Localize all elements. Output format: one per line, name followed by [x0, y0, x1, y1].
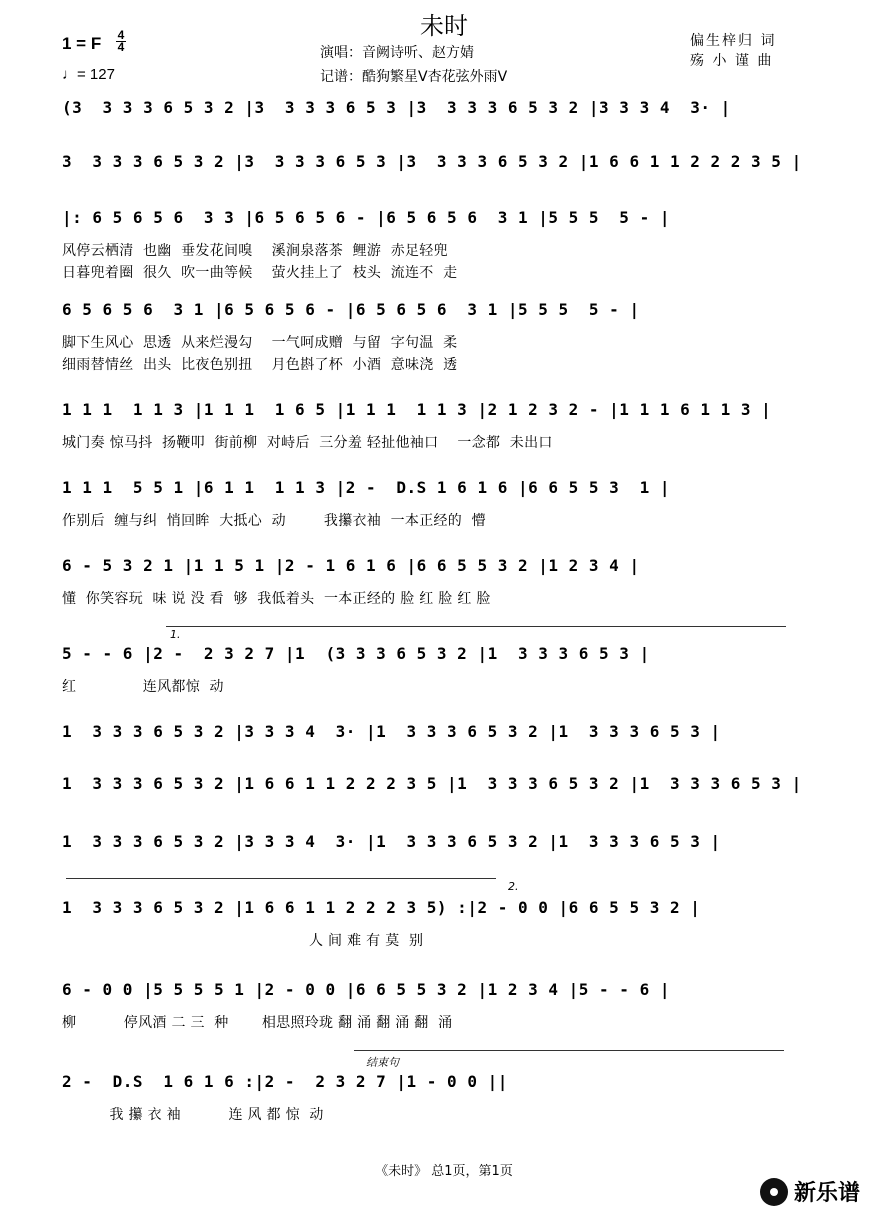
lyric-row: 作别后 缠与纠 悄回眸 大抵心 动 我攥衣袖 一本正经的 懵: [62, 513, 486, 529]
notation-row: 1 1 1 5 5 1 |6 1 1 1 1 3 |2 - D.S 1 6 1 6 |6 6 5 5 3 1 |: [62, 478, 670, 497]
singer-credit: 演唱：音阙诗听、赵方婧: [320, 45, 474, 61]
notation-row: 1 3 3 3 6 5 3 2 |1 6 6 1 1 2 2 2 3 5 |1 3 3 3 6 5 3 2 |1 3 3 3 6 5 3 |: [62, 774, 802, 793]
score-line: [62, 400, 786, 480]
notation-row: 5 - - 6 |2 - 2 3 2 7 |1 (3 3 3 6 5 3 2 |1 3 3 3 6 5 3 |: [62, 644, 650, 663]
time-signature-bottom: 4: [117, 40, 125, 54]
volta-first-ending: 1.: [170, 628, 181, 641]
time-signature: [116, 30, 126, 53]
score-line: [62, 208, 786, 288]
song-title: 未时: [420, 12, 468, 40]
notation-row: 1 3 3 3 6 5 3 2 |3 3 3 4 3· |1 3 3 3 6 5 3 2 |1 3 3 3 6 5 3 |: [62, 722, 721, 741]
notation-row: 6 - 5 3 2 1 |1 1 5 1 |2 - 1 6 1 6 |6 6 5 5 3 2 |1 2 3 4 |: [62, 556, 640, 575]
notation-row: 3 3 3 3 6 5 3 2 |3 3 3 3 6 5 3 |3 3 3 3 6 5 3 2 |1 6 6 1 1 2 2 2 3 5 |: [62, 152, 802, 171]
notation-row: 1 1 1 1 1 3 |1 1 1 1 6 5 |1 1 1 1 1 3 |2 1 2 3 2 - |1 1 1 6 1 1 3 |: [62, 400, 772, 419]
transcriber-credit: 记谱：酷狗繁星V杏花弦外雨V: [320, 69, 508, 85]
score-line: [62, 1072, 786, 1152]
lyric-row: 懂 你笑容玩 味 说 没 看 够 我低着头 一本正经的 脸 红 脸 红 脸: [62, 591, 491, 607]
lyric-row: 人 间 难 有 莫 别: [62, 933, 424, 949]
lyric-row: 风停云栖清 也幽 垂发花间嗅 溪涧泉落茶 鲤游 赤足轻兜: [62, 243, 448, 259]
composer-credit: 殇 小 谨 曲: [690, 53, 774, 69]
score-line: [62, 980, 786, 1060]
site-logo[interactable]: [760, 1176, 860, 1207]
notation-row: (3 3 3 3 6 5 3 2 |3 3 3 3 6 5 3 |3 3 3 3 6 5 3 2 |3 3 3 4 3· |: [62, 98, 731, 117]
notation-row: 6 5 6 5 6 3 1 |6 5 6 5 6 - |6 5 6 5 6 3 1 |5 5 5 5 - |: [62, 300, 640, 319]
score-line: [62, 478, 786, 558]
notation-row: 2 - D.S 1 6 1 6 :|2 - 2 3 2 7 |1 - 0 0 ||: [62, 1072, 508, 1091]
tempo-mark: ♩= 127: [62, 66, 115, 83]
lyric-row: 城门奏 惊马抖 扬鞭叩 街前柳 对峙后 三分羞 轻扯他袖口 一念都 未出口: [62, 435, 553, 451]
key-signature: 1 = F: [62, 34, 102, 53]
notation-row: |: 6 5 6 5 6 3 3 |6 5 6 5 6 - |6 5 6 5 6 3 1 |5 5 5 5 - |: [62, 208, 670, 227]
record-disc-icon: [760, 1178, 788, 1206]
score-line: [62, 644, 786, 724]
time-signature-top: 4: [117, 28, 125, 42]
lyric-row: 脚下生风心 思透 从来烂漫勾 一气呵成赠 与留 字句温 柔: [62, 335, 458, 351]
score-line: [62, 300, 786, 380]
lyric-row: 我 攥 衣 袖 连 风 都 惊 动: [62, 1107, 324, 1123]
notation-row: 1 3 3 3 6 5 3 2 |3 3 3 4 3· |1 3 3 3 6 5 3 2 |1 3 3 3 6 5 3 |: [62, 832, 721, 851]
volta-second-ending: 2.: [508, 880, 519, 893]
score-line: [62, 556, 786, 636]
score-line: [62, 898, 786, 978]
lyric-row: 红 连风都惊 动: [62, 679, 224, 695]
logo-text: 新乐谱: [794, 1181, 861, 1206]
volta-bracket: [166, 626, 786, 627]
volta-bracket: [66, 878, 496, 879]
ending-section-label: 结束句: [366, 1056, 399, 1069]
lyricist-credit: 偏生梓归 词: [690, 33, 777, 49]
volta-bracket: [354, 1050, 784, 1051]
notation-row: 1 3 3 3 6 5 3 2 |1 6 6 1 1 2 2 2 3 5) :|2 - 0 0 |6 6 5 5 3 2 |: [62, 898, 701, 917]
lyric-row: 柳 停风酒 二 三 种 相思照玲珑 翻 涌 翻 涌 翻 涌: [62, 1015, 453, 1031]
lyric-row: 日暮兜着圈 很久 吹一曲等候 萤火挂上了 枝头 流连不 走: [62, 265, 458, 281]
notation-row: 6 - 0 0 |5 5 5 5 1 |2 - 0 0 |6 6 5 5 3 2 |1 2 3 4 |5 - - 6 |: [62, 980, 670, 999]
lyric-row: 细雨替情丝 出头 比夜色别扭 月色斟了杯 小酒 意味浇 透: [62, 357, 458, 373]
page-footer: 《未时》 总1页，第1页: [375, 1164, 513, 1179]
